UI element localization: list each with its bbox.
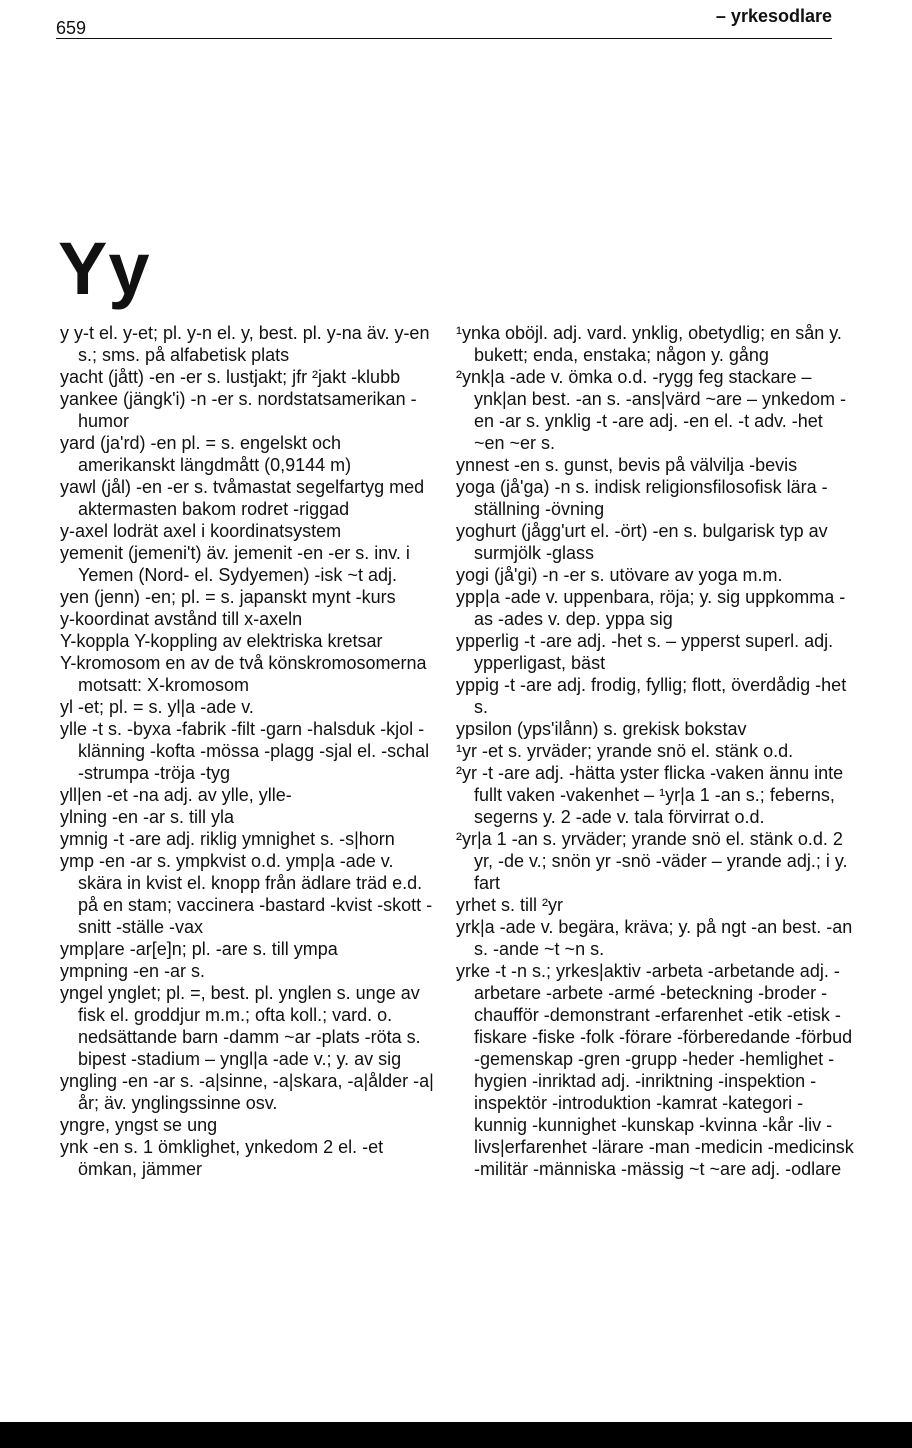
entry-yl: yl -et; pl. = s. yl|a -ade v. (60, 697, 254, 717)
entry-yogi: yogi (jå'gi) -n -er s. utövare av yoga m.m. (456, 565, 783, 585)
entry-ympare: ymp|are -ar[e]n; pl. -are s. till ympa (60, 939, 338, 959)
entry-yppig: yppig -t -are adj. frodig, fyllig; flott, överdådig -het s. (456, 675, 847, 717)
entry-yawl: yawl (jål) -en -er s. tvåmastat segelfartyg med aktermasten bakom rodret -riggad (60, 477, 425, 519)
entry-yen: yen (jenn) -en; pl. = s. japanskt mynt -kurs (60, 587, 396, 607)
entry-yngre: yngre, yngst se ung (60, 1115, 218, 1135)
entry-yrke: yrke -t -n s.; yrkes|aktiv -arbeta -arbetande adj. -arbetare -arbete -armé -beteckning -broder -chaufför -demonstrant -erfarenhet -etik -etisk -fiskare -fiske -folk -förare -förberedande -förbud -gemenskap -gren -grupp -heder -hemlighet -hygien -inriktad adj. -inriktning -inspektion -inspektör -introduktion -kamrat -kategori -kunnig -kunnighet -kunskap -kvinna -kår -liv -livs|erfarenhet -lärare -man -medicin -medicinsk -militär -människa -mässig ~t ~are adj. -odlare (456, 961, 854, 1179)
running-head: – yrkesodlare (715, 6, 832, 26)
entry-ypperlig: ypperlig -t -are adj. -het s. – ypperst superl. adj. ypperligast, bäst (456, 631, 834, 673)
entry-ynnest: ynnest -en s. gunst, bevis på välvilja -bevis (456, 455, 798, 475)
entry-ynka-verb: ²ynk|a -ade v. ömka o.d. -rygg feg stackare – ynk|an best. -an s. -ans|värd ~are – ynkedom -en -ar s. ynklig -t -are adj. -en el. -t adv. -het ~en ~er s. (456, 367, 847, 453)
entry-ynk: ynk -en s. 1 ömklighet, ynkedom 2 el. -et ömkan, jämmer (60, 1137, 384, 1179)
header-rule (56, 38, 832, 39)
entry-ynka-adj: ¹ynka oböjl. adj. vard. ynklig, obetydlig; en sån y. bukett; enda, enstaka; någon y. gång (456, 323, 842, 365)
entry-ylle: ylle -t s. -byxa -fabrik -filt -garn -halsduk -kjol -klänning -kofta -mössa -plagg -sjal el. -schal -strumpa -tröja -tyg (60, 719, 430, 783)
section-letter: Yy (58, 227, 151, 310)
entry-y-kromosom: Y-kromosom en av de två könskromosomerna motsatt: X-kromosom (60, 653, 427, 695)
entry-y-axel: y-axel lodrät axel i koordinatsystem (60, 521, 342, 541)
entry-yngling: yngling -en -ar s. -a|sinne, -a|skara, -a|ålder -a|år; äv. ynglingssinne osv. (60, 1071, 434, 1113)
entry-yacht: yacht (jått) -en -er s. lustjakt; jfr ²jakt -klubb (60, 367, 401, 387)
entry-y: y y-t el. y-et; pl. y-n el. y, best. pl. y-na äv. y-en s.; sms. på alfabetisk plats (60, 323, 430, 365)
entry-yoga: yoga (jå'ga) -n s. indisk religionsfilosofisk lära -ställning -övning (456, 477, 828, 519)
left-column (60, 322, 440, 1180)
entry-ympning: ympning -en -ar s. (60, 961, 206, 981)
entry-y-koppla: Y-koppla Y-koppling av elektriska kretsar (60, 631, 383, 651)
footer-bar (0, 1422, 912, 1448)
entry-ylning: ylning -en -ar s. till yla (60, 807, 235, 827)
entry-yra: ²yr|a 1 -an s. yrväder; yrande snö el. stänk o.d. 2 yr, -de v.; snön yr -snö -väder – yrande adj.; i y. fart (456, 829, 848, 893)
right-column (456, 322, 856, 1180)
entry-yankee: yankee (jängk'i) -n -er s. nordstatsamerikan -humor (60, 389, 417, 431)
entry-yrhet: yrhet s. till ²yr (456, 895, 564, 915)
entry-ypsilon: ypsilon (yps'ilånn) s. grekisk bokstav (456, 719, 747, 739)
entry-ymp: ymp -en -ar s. ympkvist o.d. ymp|a -ade v. skära in kvist el. knopp från ädlare träd e.d. på en stam; vaccinera -bastard -kvist -skott -snitt -ställe -vax (60, 851, 433, 937)
entry-y-koordinat: y-koordinat avstånd till x-axeln (60, 609, 303, 629)
entry-yrka: yrk|a -ade v. begära, kräva; y. på ngt -an best. -an s. -ande ~t ~n s. (456, 917, 853, 959)
entry-yngel: yngel ynglet; pl. =, best. pl. ynglen s. unge av fisk el. groddjur m.m.; ofta koll.; vard. o. nedsättande barn -damm ~ar -plats -röta s. bipest -stadium – yngl|a -ade v.; y. av sig (60, 983, 421, 1069)
entry-yr-adj: ²yr -t -are adj. -hätta yster flicka -vaken ännu inte fullt vaken -vakenhet – ¹yr|a 1 -an s.; feberns, segerns y. 2 -ade v. tala förvirrat o.d. (456, 763, 844, 827)
entry-yllen: yll|en -et -na adj. av ylle, ylle- (60, 785, 292, 805)
entry-yr-noun: ¹yr -et s. yrväder; yrande snö el. stänk o.d. (456, 741, 794, 761)
entry-yppa: ypp|a -ade v. uppenbara, röja; y. sig uppkomma -as -ades v. dep. yppa sig (456, 587, 846, 629)
entry-yard: yard (ja'rd) -en pl. = s. engelskt och amerikanskt längdmått (0,9144 m) (60, 433, 352, 475)
page-number: 659 (56, 18, 87, 38)
entry-yemenit: yemenit (jemeni't) äv. jemenit -en -er s. inv. i Yemen (Nord- el. Sydyemen) -isk ~t adj. (60, 543, 410, 585)
entry-yoghurt: yoghurt (jågg'urt el. -ört) -en s. bulgarisk typ av surmjölk -glass (456, 521, 828, 563)
entry-ymnig: ymnig -t -are adj. riklig ymnighet s. -s|horn (60, 829, 395, 849)
